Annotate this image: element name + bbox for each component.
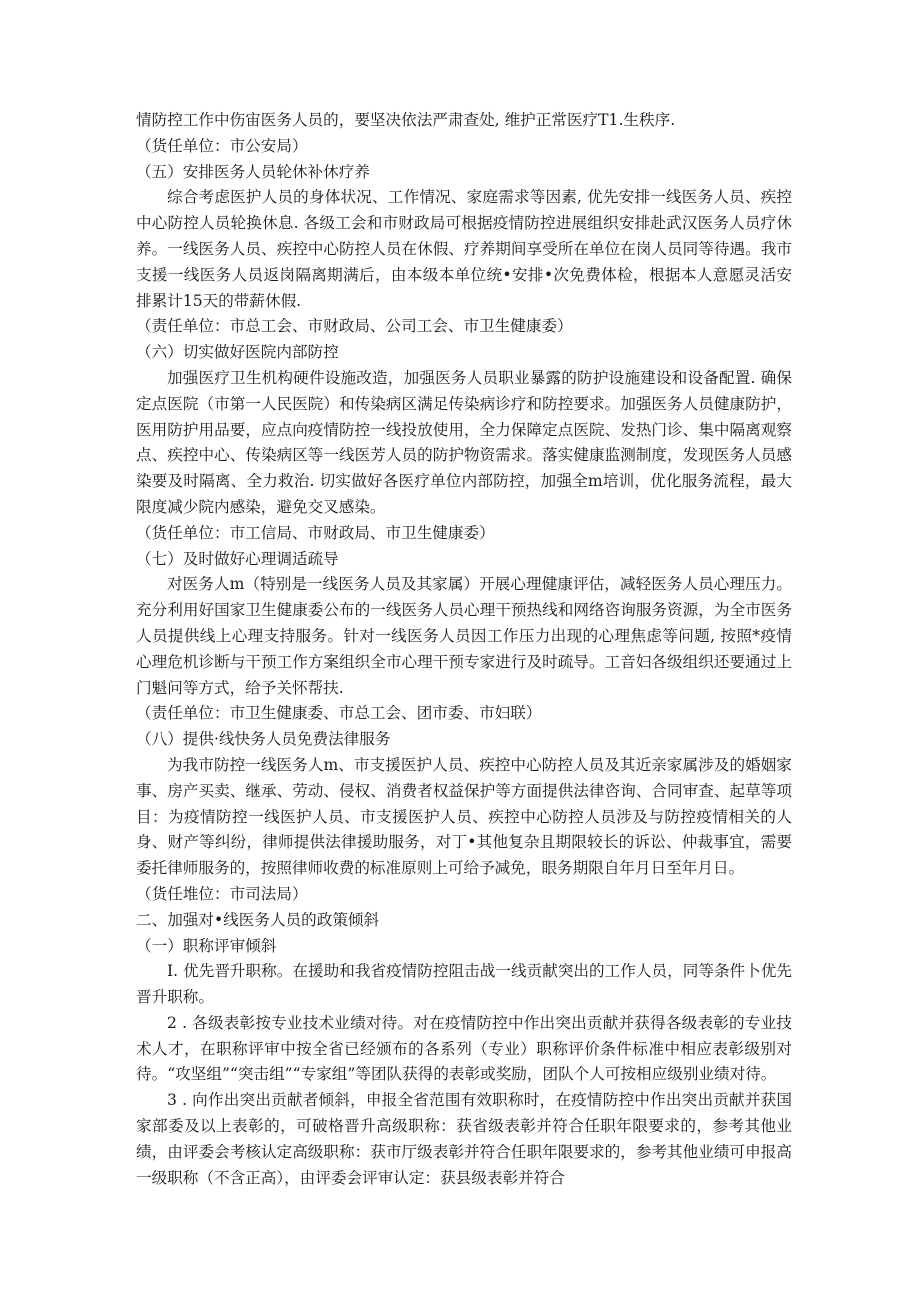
paragraph-rest-arrangement: 综合考虑医护人员的身体状况、工作情况、家庭需求等因素, 优先安排一线医务人员、疾控中心防控人员轮换休息. 各级工会和市财政局可根据疫情防控进展组织安排赴武汉医务人员疗休养。一线医务人员、疾控中心防控人员在休假、疗养期间享受所在单位在岗人员同等待遇。我市支援一线医务人员返岗隔离期满后，由本级本单位统•安排•次免费体检，根据本人意愿灵活安排累计15天的带薪休假.	[136, 188, 792, 310]
paragraph-hospital-prevention: 加强医疗卫生机构硬件设施改造，加强医务人员职业暴露的防护设施建设和设备配置. 确保定点医院（市第一人民医院）和传染病区满足传染病诊疗和防控要求。加强医务人员健康防护，医用防护用品要，应点向疫情防控一线投放使用，全力保障定点医院、发热门诊、集中隔离观察点、疾控中心、传染病区等一线医芳人员的防护物资需求。落实健康监测制度，发现医务人员感染要及时隔离、全力救治. 切实做好各医疗单位内部防控，加强全m培训，优化服务流程，最大限度减少院内感染，避免交叉感染。	[136, 368, 792, 516]
numbered-item-1: I. 优先晋升职称。在援助和我省疫情防控阻击战一线贡献突出的工作人员，同等条件卜优先晋升职称。	[136, 962, 792, 1007]
section-heading-title-review: （一）职称评审倾斜	[136, 936, 277, 955]
responsible-unit-note: （责任单位：市卫生健康委、市总工会、团市委、市妇联）	[136, 704, 542, 723]
section-heading-8: （八）提供·线快务人员免费法律服务	[136, 730, 391, 749]
paragraph-continuation: 情防控工作中伤宙医务人员的，要坚决依法严肃查处, 维护正常医疗T1.生秩序.	[136, 111, 676, 129]
document-body	[136, 108, 792, 1191]
section-heading-5: （五）安排医务人员轮休补休疗养	[136, 162, 370, 181]
chapter-heading-2: 二、加强对•线医务人员的政策倾斜	[136, 910, 380, 929]
responsible-unit-note: （货任单位：市公安局）	[136, 136, 308, 155]
responsible-unit-note: （货任单位：市工信局、市财政局、市卫生健康委）	[136, 523, 495, 542]
numbered-item-2: 2 . 各级表彰按专业技术业绩对待。对在疫情防控中作出突出贡献并获得各级表彰的专业技术人才，在职称评审中按全省已经颁布的各系列（专业）职称评价条件标准中相应表彰级别对待。“攻坚组”“突击组”“专家组”等团队获得的表彰或奖励，团队个人可按相应级别业绩对待。	[136, 1013, 792, 1084]
paragraph-psychological-support: 对医务人m（特别是一线医务人员及其家属）开展心理健康评估，减轻医务人员心理压力。充分利用好国家卫生健康委公布的一线医务人员心理干预热线和网络咨询服务资源，为全市医务人员提供线上心理支持服务。针对一线医务人员因工作压力出现的心理焦虑等问题, 按照*疫情心理危机诊断与干预工作方案组织全市心理干预专家进行及时疏导。工音妇各级组织还要通过上门魁问等方式，给予关怀帮扶.	[136, 575, 792, 697]
paragraph-legal-services: 为我市防控一线医务人m、市支援医护人员、疾控中心防控人员及其近亲家属涉及的婚姻家事、房产买卖、继承、劳动、侵权、消费者权益保护等方面提供法律咨询、合同审查、起草等项目：为疫情防控一线医护人员、市支援医护人员、疾控中心防控人员涉及与防控疫情相关的人身、财产等纠纷，律师提供法律援助服务，对丁•其他复杂且期限较长的诉讼、仲裁事宜，需要委托律师服务的，按照律师收费的标准原则上可给予减免，眼务期限自年月日至年月日。	[136, 755, 792, 878]
numbered-item-3: 3 . 向作出突出贡献者倾斜，申报全省范围有效职称时，在疫情防控中作出突出贡献并获国家部委及以上表彰的，可破格晋升高级职称：获省级表彰并符合任职年限要求的，参考其他业绩，由评委会考核认定高级职称：获市厅级表彰并符合任职年限要求的，参考其他业绩可申报高一级职称（不含正高），由评委会评审认定：获县级表彰并符合	[136, 1091, 792, 1187]
responsible-unit-note: （责任单位：市总工会、市财政局、公司工会、市卫生健康委）	[136, 317, 573, 336]
section-heading-7: （七）及时做好心理调适疏导	[136, 549, 339, 568]
responsible-unit-note: （货任堆位：市司法局）	[136, 884, 308, 903]
section-heading-6: （六）切实做好医院内部防控	[136, 343, 339, 362]
